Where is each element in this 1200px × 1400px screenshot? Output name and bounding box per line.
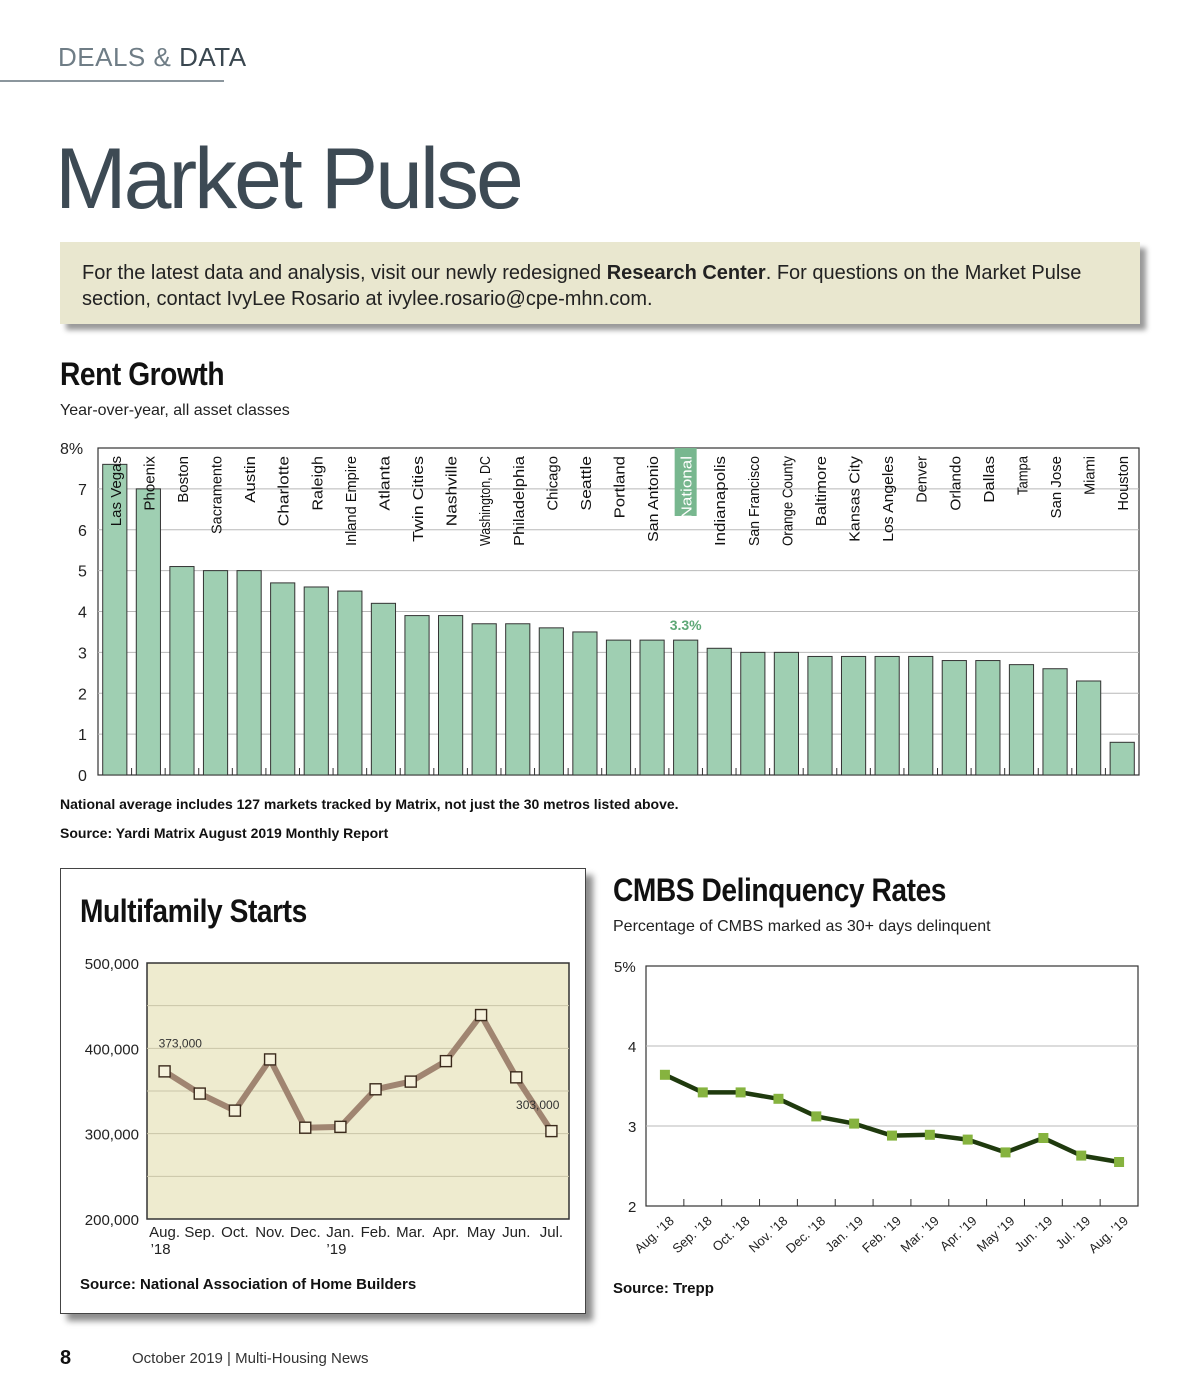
rent-y-tick: 2 bbox=[78, 686, 87, 704]
cmbs-y-tick: 4 bbox=[628, 1039, 637, 1056]
cmbs-title: CMBS Delinquency Rates bbox=[613, 872, 947, 908]
rent-category-label: Orlando bbox=[947, 457, 965, 511]
cmbs-source: Source: Trepp bbox=[613, 1280, 714, 1297]
rent-category-label: Atlanta bbox=[376, 463, 394, 511]
rent-bar-sacramento bbox=[203, 571, 227, 775]
rent-category-label: Baltimore bbox=[812, 462, 830, 527]
rent-bar-san-jose bbox=[1043, 669, 1067, 775]
starts-x-label: Oct. bbox=[221, 1224, 249, 1241]
starts-x-label: Jul. bbox=[539, 1224, 564, 1241]
rent-bar-seattle bbox=[573, 632, 597, 775]
info-text-lead: For the latest data and analysis, visit our newly redesigned bbox=[82, 262, 607, 284]
cmbs-x-label: Aug. ’18 bbox=[631, 1213, 677, 1257]
multifamily-starts-source: Source: National Association of Home Builders bbox=[80, 1276, 417, 1293]
cmbs-point bbox=[736, 1087, 746, 1097]
rent-bar-atlanta bbox=[371, 603, 395, 775]
rent-y-tick: 7 bbox=[78, 481, 87, 499]
section-tag bbox=[58, 42, 247, 73]
rent-y-tick: 5 bbox=[78, 563, 87, 581]
section-rule bbox=[0, 80, 224, 82]
starts-point bbox=[265, 1054, 276, 1065]
cmbs-point bbox=[773, 1094, 783, 1104]
starts-x-label: ’19 bbox=[326, 1241, 347, 1258]
rent-bar-austin bbox=[237, 571, 261, 775]
rent-bar-twin-cities bbox=[405, 616, 429, 775]
rent-category-label: Denver bbox=[913, 454, 931, 503]
rent-category-label: Charlotte bbox=[275, 465, 293, 527]
rent-category-label: Dallas bbox=[980, 461, 998, 503]
cmbs-x-label: Jan. ’19 bbox=[822, 1213, 867, 1255]
starts-point bbox=[159, 1066, 170, 1077]
rent-bar-tampa bbox=[1009, 665, 1033, 775]
rent-bar-nashville bbox=[439, 616, 463, 775]
cmbs-y-tick: 2 bbox=[628, 1199, 637, 1216]
starts-x-label: Aug. bbox=[149, 1224, 181, 1241]
starts-x-label: ’18 bbox=[150, 1241, 171, 1258]
rent-category-label: Orange County bbox=[779, 444, 797, 546]
rent-bar-denver bbox=[909, 656, 933, 775]
rent-category-label: Los Angeles bbox=[880, 460, 898, 542]
rent-category-label: Portland bbox=[611, 462, 629, 519]
starts-y-tick: 300,000 bbox=[84, 1126, 139, 1144]
rent-category-label: Washington, DC bbox=[477, 437, 495, 546]
rent-growth-note: National average includes 127 markets tracked by Matrix, not just the 30 metros listed above. bbox=[60, 796, 679, 812]
cmbs-point bbox=[1114, 1157, 1124, 1167]
starts-x-label: Sep. bbox=[184, 1224, 216, 1241]
cmbs-point bbox=[887, 1131, 897, 1141]
rent-bar-philadelphia bbox=[506, 624, 530, 775]
starts-point bbox=[194, 1088, 205, 1099]
rent-category-label: Boston bbox=[174, 456, 192, 503]
cmbs-chart bbox=[600, 950, 1160, 1280]
starts-y-tick: 200,000 bbox=[84, 1212, 139, 1229]
rent-bar-houston bbox=[1110, 742, 1134, 775]
rent-category-label: San Antonio bbox=[645, 460, 663, 542]
rent-growth-title: Rent Growth bbox=[60, 356, 225, 392]
cmbs-point bbox=[963, 1135, 973, 1145]
cmbs-subtitle: Percentage of CMBS marked as 30+ days delinquent bbox=[613, 918, 991, 935]
cmbs-point bbox=[1001, 1147, 1011, 1157]
cmbs-point bbox=[1076, 1151, 1086, 1161]
section-tag-data: DATA bbox=[179, 42, 247, 72]
rent-y-tick: 8% bbox=[60, 441, 84, 458]
starts-point bbox=[440, 1056, 451, 1067]
rent-category-label: Inland Empire bbox=[342, 453, 360, 546]
cmbs-point bbox=[660, 1070, 670, 1080]
cmbs-x-label: Mar. ’19 bbox=[897, 1213, 942, 1256]
cmbs-x-label: Oct. ’18 bbox=[709, 1213, 753, 1255]
cmbs-plot-area bbox=[646, 966, 1138, 1206]
info-box bbox=[60, 242, 1140, 324]
starts-point bbox=[405, 1076, 416, 1087]
multifamily-starts-panel bbox=[60, 868, 586, 1314]
rent-category-label: Nashville bbox=[443, 465, 461, 527]
rent-growth-chart bbox=[0, 430, 1200, 790]
rent-category-label: San Francisco bbox=[745, 450, 763, 546]
rent-bar-portland bbox=[606, 640, 630, 775]
cmbs-point bbox=[698, 1087, 708, 1097]
national-annotation: 3.3% bbox=[669, 617, 702, 634]
rent-category-label: Kansas City bbox=[846, 461, 864, 542]
rent-y-tick: 1 bbox=[78, 727, 87, 745]
multifamily-starts-chart bbox=[61, 949, 585, 1269]
starts-annotation-last: 303,000 bbox=[516, 1098, 560, 1113]
rent-bar-chicago bbox=[539, 628, 563, 775]
starts-point bbox=[229, 1105, 240, 1116]
starts-point bbox=[511, 1072, 522, 1083]
rent-growth-subtitle: Year-over-year, all asset classes bbox=[60, 402, 290, 419]
starts-y-tick: 500,000 bbox=[84, 956, 139, 973]
rent-bar-orlando bbox=[942, 661, 966, 775]
rent-bar-boston bbox=[170, 567, 194, 775]
cmbs-x-label: Jun. ’19 bbox=[1011, 1213, 1056, 1255]
cmbs-point bbox=[925, 1130, 935, 1140]
starts-point bbox=[546, 1126, 557, 1137]
page-number: 8 bbox=[60, 1347, 72, 1369]
rent-category-label: Phoenix bbox=[141, 456, 159, 511]
page-title: Market Pulse bbox=[55, 131, 521, 227]
info-text bbox=[82, 260, 1118, 312]
starts-point bbox=[335, 1121, 346, 1132]
rent-bar-charlotte bbox=[271, 583, 295, 775]
footer-publication: October 2019 | Multi-Housing News bbox=[132, 1350, 369, 1367]
rent-category-label: Raleigh bbox=[309, 459, 327, 511]
starts-x-label: Feb. bbox=[360, 1224, 391, 1241]
rent-bar-los-angeles bbox=[875, 656, 899, 775]
rent-bar-inland-empire bbox=[338, 591, 362, 775]
rent-bar-baltimore bbox=[808, 656, 832, 775]
rent-category-label: Las Vegas bbox=[107, 456, 125, 527]
rent-category-label: Chicago bbox=[544, 455, 562, 511]
rent-category-label: Miami bbox=[1081, 455, 1099, 495]
starts-x-label: Nov. bbox=[255, 1224, 285, 1241]
starts-x-label: Jan. bbox=[326, 1224, 355, 1241]
rent-category-label: Sacramento bbox=[208, 453, 226, 534]
starts-annotation-first: 373,000 bbox=[158, 1036, 202, 1051]
starts-x-label: Jun. bbox=[502, 1224, 531, 1241]
rent-bar-indianapolis bbox=[707, 648, 731, 775]
rent-y-tick: 0 bbox=[78, 768, 87, 785]
cmbs-x-label: Dec. ’18 bbox=[782, 1213, 829, 1257]
cmbs-x-label: Apr. ’19 bbox=[936, 1213, 980, 1254]
section-tag-deals: DEALS bbox=[58, 42, 146, 72]
rent-bar-kansas-city bbox=[841, 656, 865, 775]
info-text-tail: . For questions on the Market Pulse section, contact IvyLee Rosario at ivylee.rosario@cpe-mhn.com. bbox=[82, 262, 1082, 310]
cmbs-y-tick: 3 bbox=[628, 1119, 637, 1136]
rent-category-label: National bbox=[678, 463, 696, 519]
rent-category-label: Seattle bbox=[577, 463, 595, 511]
rent-bar-san-francisco bbox=[741, 652, 765, 775]
rent-bar-orange-county bbox=[774, 652, 798, 775]
starts-x-label: May bbox=[466, 1224, 496, 1241]
rent-bar-miami bbox=[1077, 681, 1101, 775]
rent-category-label: Austin bbox=[242, 461, 260, 503]
cmbs-point bbox=[811, 1111, 821, 1121]
starts-point bbox=[300, 1122, 311, 1133]
rent-category-label: Philadelphia bbox=[510, 464, 528, 546]
research-center-link[interactable]: Research Center bbox=[606, 262, 766, 284]
section-tag-amp: & bbox=[145, 42, 180, 72]
starts-y-tick: 400,000 bbox=[84, 1041, 139, 1059]
starts-x-label: Dec. bbox=[289, 1224, 321, 1241]
multifamily-starts-title: Multifamily Starts bbox=[80, 893, 307, 929]
rent-bar-raleigh bbox=[304, 587, 328, 775]
cmbs-y-tick: 5% bbox=[614, 959, 636, 976]
cmbs-x-label: Sep. ’18 bbox=[669, 1213, 715, 1257]
rent-bar-dallas bbox=[976, 661, 1000, 775]
cmbs-point bbox=[849, 1119, 859, 1129]
starts-point bbox=[370, 1084, 381, 1095]
cmbs-x-label: Nov. ’18 bbox=[745, 1213, 791, 1256]
cmbs-x-label: Jul. ’19 bbox=[1052, 1213, 1094, 1252]
rent-category-label: Twin Cities bbox=[410, 469, 428, 542]
rent-y-tick: 4 bbox=[78, 604, 87, 622]
cmbs-point bbox=[1038, 1133, 1048, 1143]
cmbs-x-label: Feb. ’19 bbox=[859, 1213, 905, 1256]
rent-bar-phoenix bbox=[136, 489, 160, 775]
cmbs-x-label: Aug. ’19 bbox=[1085, 1213, 1132, 1257]
rent-bar-washington-dc bbox=[472, 624, 496, 775]
rent-bar-san-antonio bbox=[640, 640, 664, 775]
rent-y-tick: 3 bbox=[78, 645, 87, 663]
rent-y-tick: 6 bbox=[78, 522, 87, 540]
rent-category-label: Indianapolis bbox=[712, 465, 730, 546]
rent-category-label: San Jose bbox=[1048, 455, 1066, 519]
starts-x-label: Apr. bbox=[432, 1224, 460, 1241]
cmbs-x-label: May ’19 bbox=[973, 1213, 1018, 1255]
rent-category-label: Houston bbox=[1115, 454, 1133, 511]
starts-x-label: Mar. bbox=[396, 1224, 426, 1241]
starts-point bbox=[476, 1010, 487, 1021]
rent-growth-source: Source: Yardi Matrix August 2019 Monthly Report bbox=[60, 825, 389, 841]
rent-bar-national bbox=[674, 640, 698, 775]
rent-category-label: Tampa bbox=[1014, 449, 1032, 495]
